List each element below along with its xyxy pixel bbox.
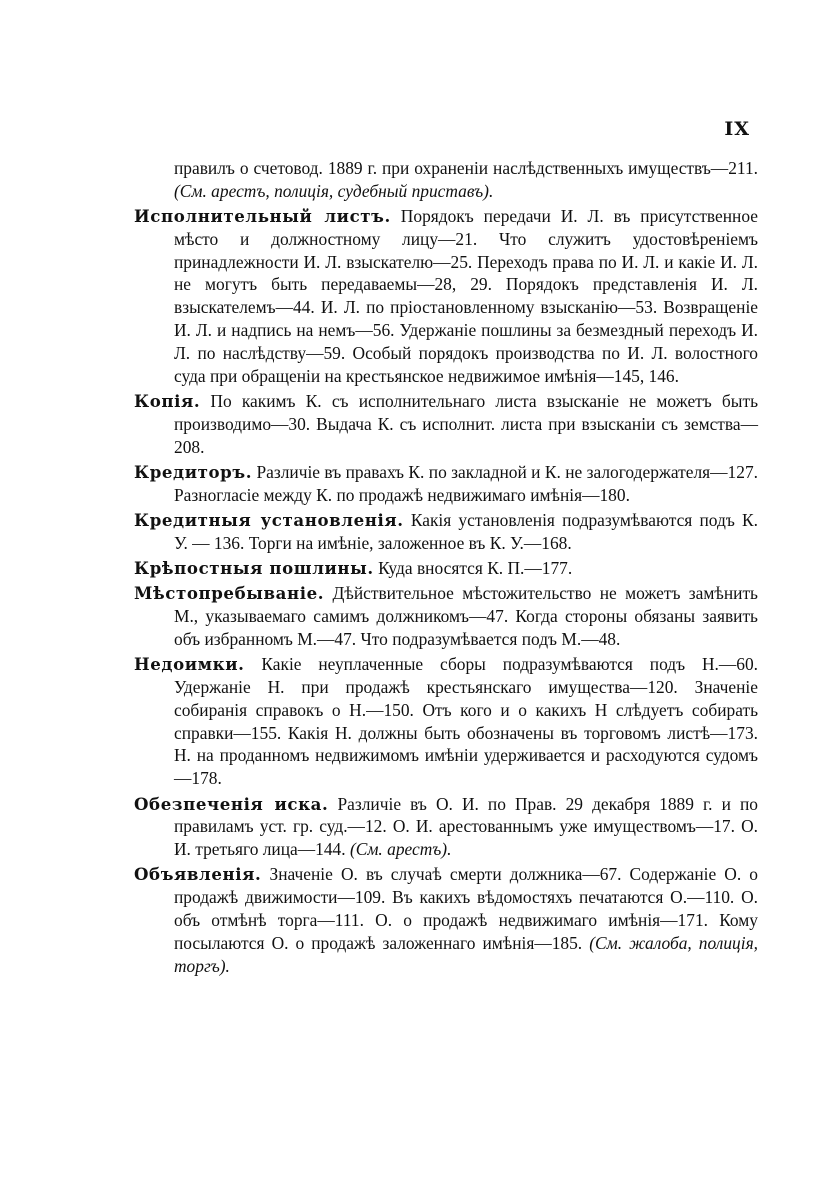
index-term: Обезпеченія иска.: [134, 793, 329, 814]
index-body: правилъ о счетовод. 1889 г. при охраненіи наслѣдственныхъ имуществъ—211.: [174, 158, 758, 178]
index-body: Куда вносятся К. П.—177.: [373, 558, 573, 579]
index-entry: [134, 863, 758, 977]
index-cross-reference: (См. арестъ).: [349, 839, 452, 860]
index-entry: [134, 205, 758, 387]
index-term: Исполнительный листъ.: [134, 206, 391, 227]
page-number: IX: [724, 118, 750, 140]
index-cross-reference: (См. арестъ, полиція, судебный приставъ).: [174, 180, 494, 201]
index-body: Значеніе О. въ случаѣ смерти должника—67. Содержаніе О. о продажѣ движимости—109. Въ какихъ вѣдомостяхъ печатаются О.—110. О. объ отмѣнѣ торга—111. О. о продажѣ недвижимаго имѣнія—171. Кому посылаются О. о продажѣ заложеннаго имѣнія—185.: [174, 864, 758, 953]
index-body: Какія установленія подразумѣваются подъ К. У. — 136. Торги на имѣніе, заложенное въ К. У.—168.: [174, 509, 758, 553]
index-entry-continuation: [134, 157, 758, 203]
index-entry: [134, 390, 758, 458]
index-entry: [134, 653, 758, 790]
index-body: По какимъ К. съ исполнительнаго листа взысканіе не можетъ быть производимо—30. Выдача К. съ исполнит. листа при взысканіи съ земства—208.: [174, 390, 758, 457]
index-body: Различіе въ О. И. по Прав. 29 декабря 1889 г. и по правиламъ уст. гр. суд.—12. О. И. арестованнымъ уже имуществомъ—17. О. И. третьяго лица—144.: [174, 793, 758, 860]
index-term: Копія.: [134, 390, 201, 411]
index-entry: [134, 509, 758, 555]
index-cross-reference: (См. жалоба, полиція, торгъ).: [174, 932, 758, 976]
index-body: Дѣйствительное мѣстожительство не можетъ замѣнить М., указываемаго самимъ должникомъ—47. Когда стороны обязаны заявить объ избранномъ М.—47. Что подразумѣвается подъ М.—48.: [174, 583, 758, 649]
index-entry: [134, 461, 758, 507]
index-body: Различіе въ правахъ К. по закладной и К. не залогодержателя—127. Разногласіе между К. по продажѣ недвижимаго имѣнія—180.: [174, 461, 758, 505]
index-body: Какіе неуплаченные сборы подразумѣваются подъ Н.—60. Удержаніе Н. при продажѣ крестьянскаго имущества—120. Значеніе собиранія справокъ о Н.—150. Отъ кого и о какихъ Н слѣдуетъ собирать справки—155. Какія Н. должны быть обозначены въ торговомъ листѣ—173. Н. на проданномъ недвижимомъ имѣніи удерживается и расходуются судомъ—178.: [174, 654, 758, 789]
index-term: Крѣпостныя пошлины.: [134, 558, 374, 579]
index-text: [134, 157, 758, 980]
index-entry: [134, 793, 758, 861]
index-term: Кредиторъ.: [134, 461, 253, 482]
index-term: Мѣстопребываніе.: [134, 583, 325, 604]
index-body: Порядокъ передачи И. Л. въ присутственное мѣсто и должностному лицу—21. Что служитъ удостовѣреніемъ принадлежности И. Л. взыскателю—25. Переходъ права по И. Л. и какіе И. Л. не могутъ быть передаваемы—28, 29. Порядокъ представленія И. Л. взыскателемъ—44. И. Л. по пріостановленному взысканію—53. Возвращеніе И. Л. и надпись на немъ—56. Удержаніе пошлины за безмездный переходъ И. Л. по наслѣдству—59. Особый порядокъ производства по И. Л. волостного суда при обращеніи на крестьянское недвижимое имѣнія—145, 146.: [174, 206, 758, 386]
index-term: Недоимки.: [134, 654, 245, 675]
index-term: Кредитныя установленія.: [134, 509, 404, 530]
index-entry: [134, 582, 758, 650]
index-entry: [134, 557, 758, 580]
index-term: Объявленія.: [134, 864, 262, 885]
